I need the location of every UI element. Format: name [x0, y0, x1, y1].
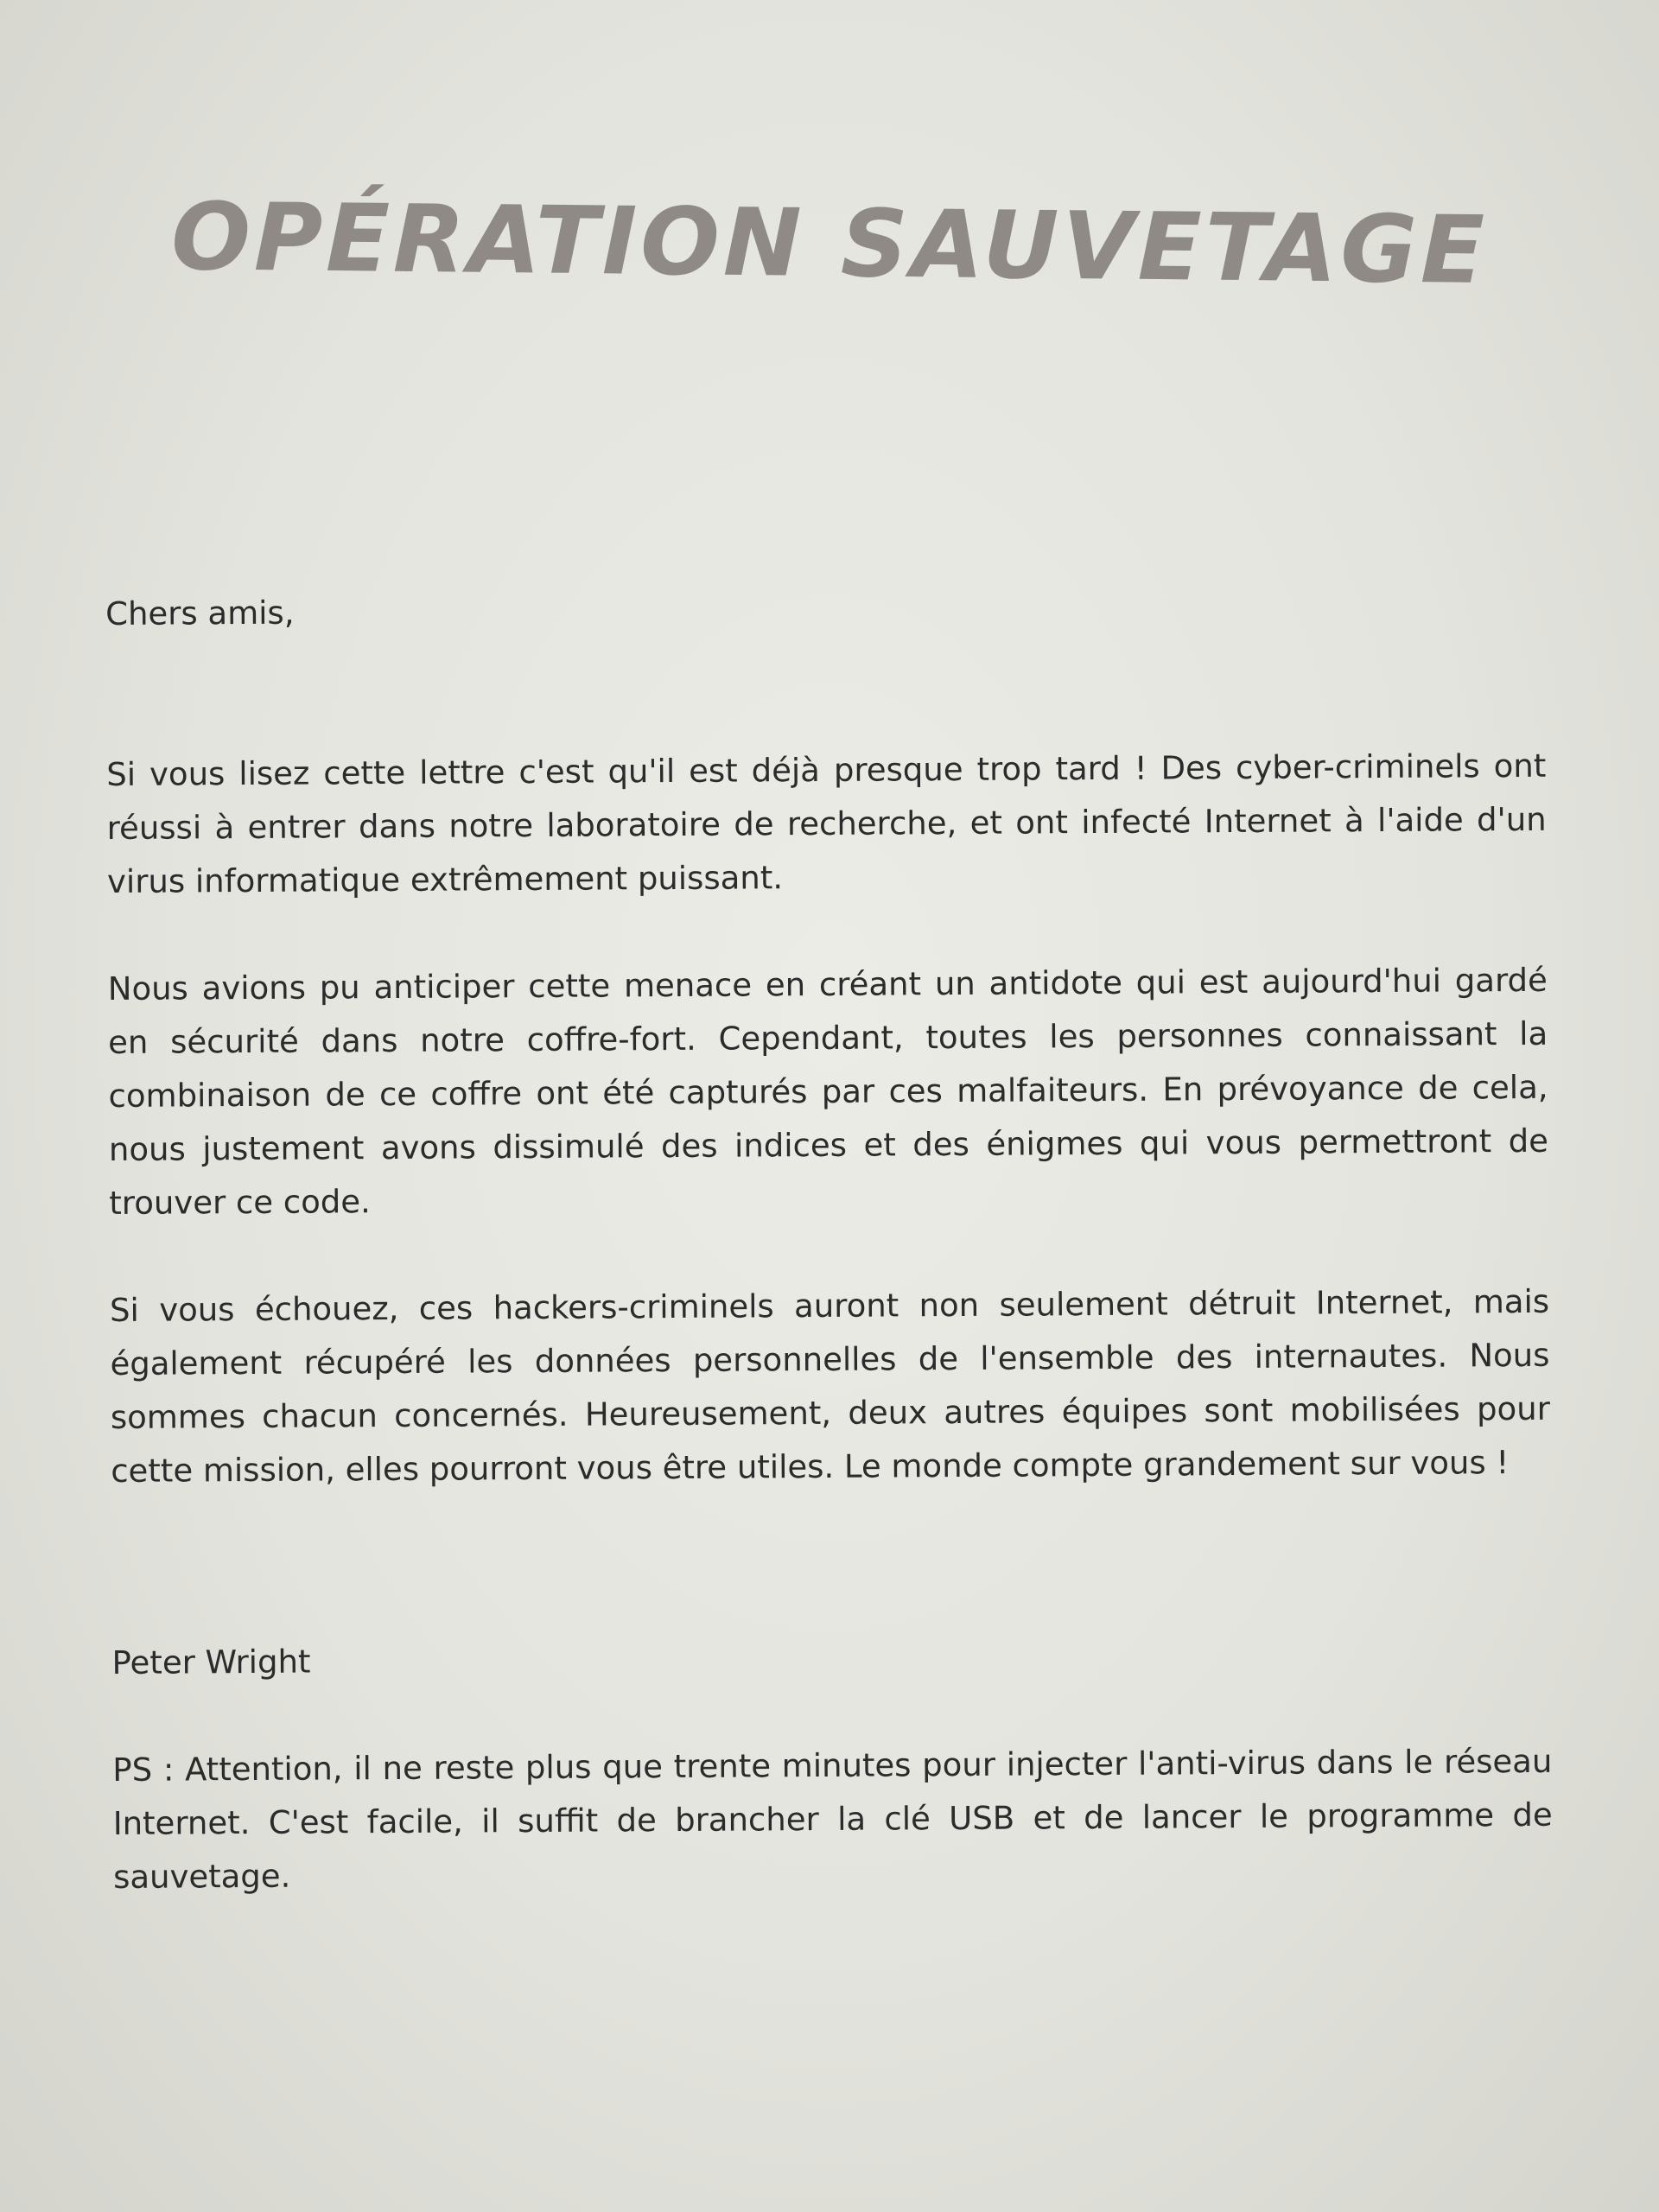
- paragraph-3: Si vous échouez, ces hackers-criminels auront non seulement détruit Internet, mais également récupéré les données personnelles de l'ensemble des internautes. Nous sommes chacun concernés. Heureusement, deux autres équipes sont mobilisées pour cette mission, elles pourront vous être utiles. Le monde compte grandement sur vous !: [109, 1282, 1550, 1490]
- signature: Peter Wright: [111, 1643, 311, 1681]
- greeting: Chers amis,: [105, 594, 295, 632]
- document-title: OPÉRATION SAUVETAGE: [170, 183, 1489, 305]
- paragraph-1: Si vous lisez cette lettre c'est qu'il est déjà presque trop tard ! Des cyber-criminels ont réussi à entrer dans notre laboratoire de recherche, et ont infecté Internet à l'aide d'un virus informatique extrêmement puissant.: [106, 747, 1547, 900]
- letter-body: [105, 579, 1553, 1904]
- paragraph-2: Nous avions pu anticiper cette menace en créant un antidote qui est aujourd'hui gardé en sécurité dans notre coffre-fort. Cependant, toutes les personnes connaissant la combinaison de ce coffre ont été capturés par ces malfaiteurs. En prévoyance de cela, nous justement avons dissimulé des indices et des énigmes qui vous permettront de trouver ce code.: [107, 961, 1549, 1222]
- postscript: PS : Attention, il ne reste plus que trente minutes pour injecter l'anti-virus dans le réseau Internet. C'est facile, il suffit de brancher la clé USB et de lancer le programme de sauvetage.: [112, 1742, 1553, 1896]
